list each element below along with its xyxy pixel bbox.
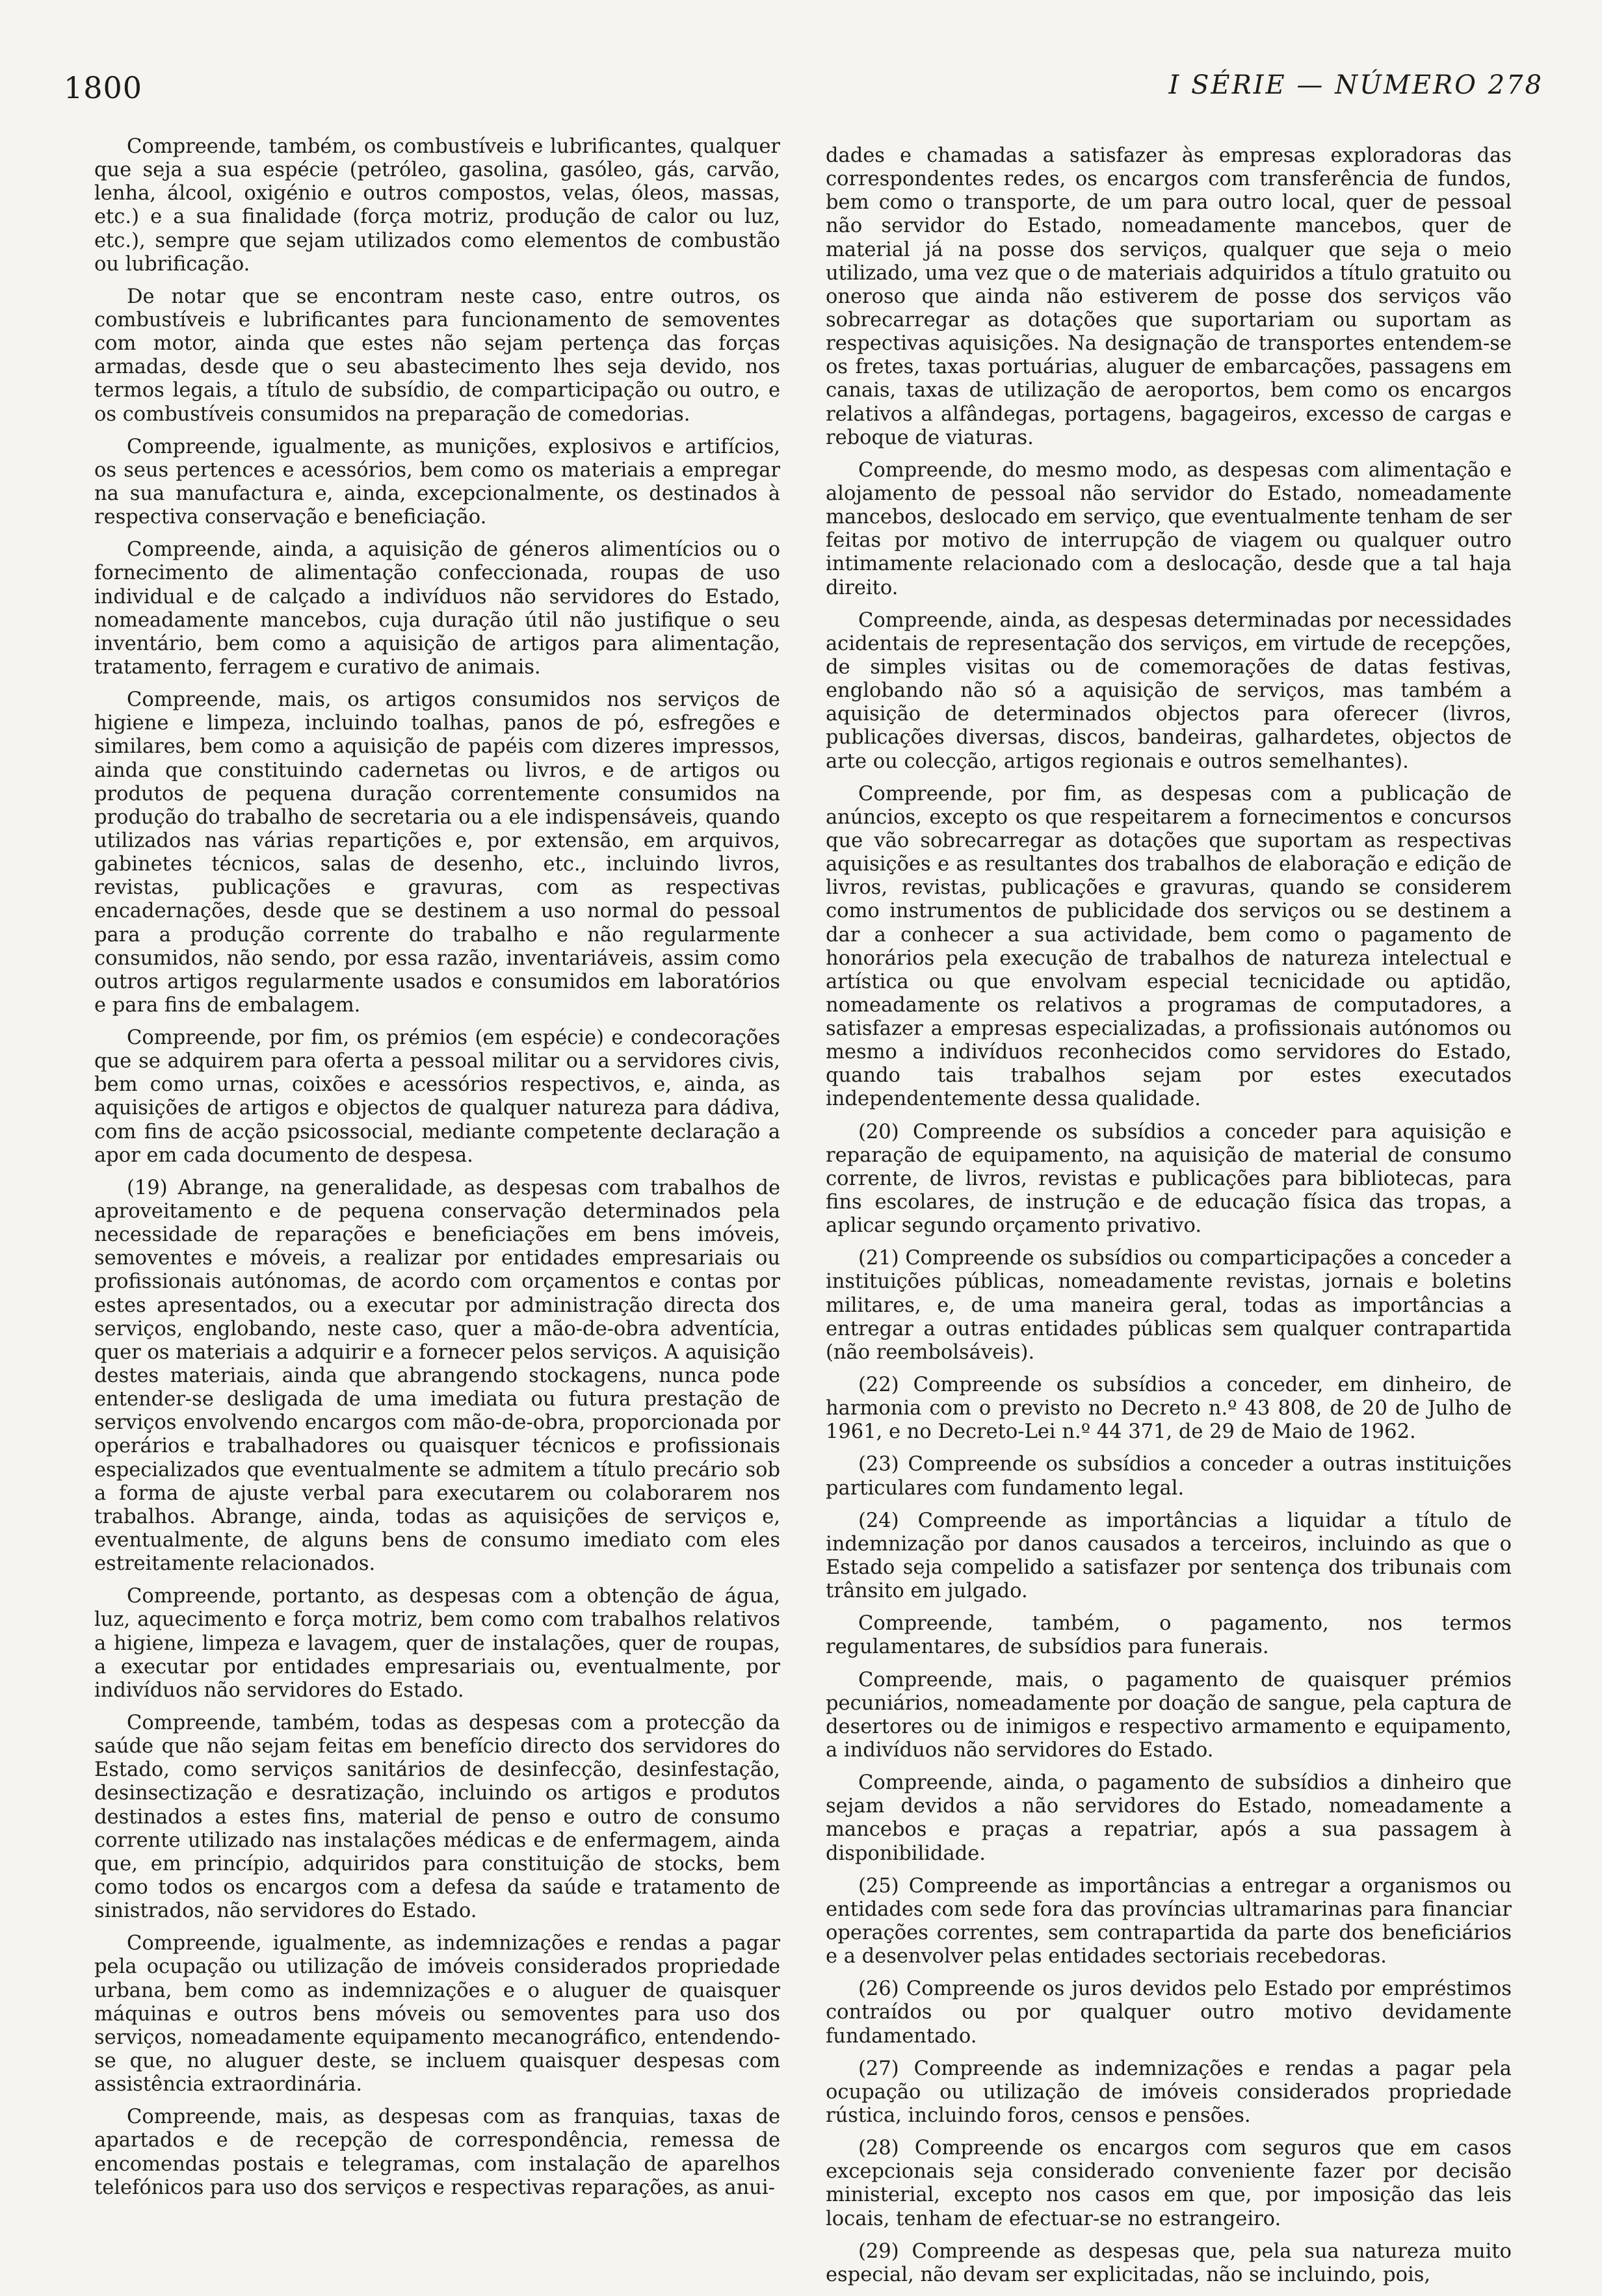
- paragraph: (22) Compreende os subsídios a conceder, em dinheiro, de harmonia com o previsto no Decreto n.º 43 808, de 20 de Julho de 1961, e no Decreto-Lei n.º 44 371, de 29 de Maio de 1962.: [826, 1374, 1512, 1444]
- paragraph: Compreende, do mesmo modo, as despesas com alimentação e alojamento de pessoal não servidor do Estado, nomeadamente mancebos, deslocado em serviço, que eventualmente tenham de ser feitas por motivo de interrupção de viagem ou qualquer outro intimamente relacionado com a deslocação, desde que a tal haja direito.: [826, 458, 1512, 599]
- series-header: I SÉRIE — NÚMERO 278: [1168, 70, 1543, 100]
- paragraph: De notar que se encontram neste caso, entre outros, os combustíveis e lubrificantes para funcionamento de semoventes com motor, ainda que estes não sejam pertença das forças armadas, desde que o seu abastecimento lhes seja devido, nos termos legais, a título de subsídio, de comparticipação ou outro, e os combustíveis consumidos na preparação de comedorias.: [94, 285, 780, 426]
- paragraph: (24) Compreende as importâncias a liquidar a título de indemnização por danos causados a terceiros, incluindo as que o Estado seja compelido a satisfazer por sentença dos tribunais com trânsito em julgado.: [826, 1509, 1512, 1603]
- paragraph: (28) Compreende os encargos com seguros que em casos excepcionais seja considerado conveniente fazer por decisão ministerial, excepto nos casos em que, por imposição das leis locais, tenham de efectuar-se no estrangeiro.: [826, 2137, 1512, 2230]
- paragraph: (21) Compreende os subsídios ou comparticipações a conceder a instituições públicas, nomeadamente revistas, jornais e boletins militares, e, de uma maneira geral, todas as importâncias a entregar a outras entidades públicas sem qualquer contrapartida (não reembolsáveis).: [826, 1247, 1512, 1364]
- paragraph: (25) Compreende as importâncias a entregar a organismos ou entidades com sede fora das províncias ultramarinas para financiar operações correntes, sem contrapartida da parte dos beneficiários e a desenvolver pelas entidades sectoriais recebedoras.: [826, 1874, 1512, 1968]
- paragraph: Compreende, por fim, os prémios (em espécie) e condecorações que se adquirem para oferta a pessoal militar ou a servidores civis, bem como urnas, coixões e acessórios respectivos, e, ainda, as aquisições de artigos e objectos de qualquer natureza para dádiva, com fins de acção psicossocial, mediante competente declaração a apor em cada documento de despesa.: [94, 1026, 780, 1167]
- paragraph: Compreende, igualmente, as indemnizações e rendas a pagar pela ocupação ou utilização de imóveis considerados propriedade urbana, bem como as indemnizações e o aluguer de quaisquer máquinas e outros bens móveis ou semoventes para uso dos serviços, nomeadamente equipamento mecanográfico, entendendo-se que, no aluguer deste, se incluem quaisquer despesas com assistência extraordinária.: [94, 1932, 780, 2096]
- paragraph: Compreende, igualmente, as munições, explosivos e artifícios, os seus pertences e acessórios, bem como os materiais a empregar na sua manufactura e, ainda, excepcionalmente, os destinados à respectiva conservação e beneficiação.: [94, 435, 780, 529]
- paragraph: Compreende, mais, as despesas com as franquias, taxas de apartados e de recepção de correspondência, remessa de encomendas postais e telegramas, com instalação de aparelhos telefónicos para uso dos serviços e respectivas reparações, as anui-: [94, 2106, 780, 2199]
- paragraph: Compreende, ainda, o pagamento de subsídios a dinheiro que sejam devidos a não servidores do Estado, nomeadamente a mancebos e praças a repatriar, após a sua passagem à disponibilidade.: [826, 1771, 1512, 1865]
- paragraph: dades e chamadas a satisfazer às empresas exploradoras das correspondentes redes, os encargos com transferência de fundos, bem como o transporte, de um para outro local, quer de pessoal não servidor do Estado, nomeadamente mancebos, quer de material já na posse dos serviços, qualquer que seja o meio utilizado, uma vez que o de materiais adquiridos a título gratuito ou oneroso que ainda não estiverem de posse dos serviços vão sobrecarregar as dotações que suportariam ou suportam as respectivas aquisições. Na designação de transportes entendem-se os fretes, taxas portuárias, aluguer de embarcações, passagens em canais, taxas de utilização de aeroportos, bem como os encargos relativos a alfândegas, portagens, bagageiros, excesso de cargas e reboque de viaturas.: [826, 144, 1512, 449]
- paragraph: Compreende, também, os combustíveis e lubrificantes, qualquer que seja a sua espécie (petróleo, gasolina, gasóleo, gás, carvão, lenha, álcool, oxigénio e outros compostos, velas, óleos, massas, etc.) e a sua finalidade (força motriz, produção de calor ou luz, etc.), sempre que sejam utilizados como elementos de combustão ou lubrificação.: [94, 135, 780, 276]
- paragraph: (19) Abrange, na generalidade, as despesas com trabalhos de aproveitamento e de pequena conservação determinados pela necessidade de reparações e beneficiações em bens imóveis, semoventes e móveis, a realizar por entidades empresariais ou profissionais autónomas, de acordo com orçamentos e contas por estes apresentados, ou a executar por administração directa dos serviços, englobando, neste caso, quer a mão-de-obra adventícia, quer os materiais a adquirir e a fornecer pelos serviços. A aquisição destes materiais, ainda que abrangendo stockagens, nunca pode entender-se desligada de uma imediata ou futura prestação de serviços envolvendo encargos com mão-de-obra, proporcionada por operários e trabalhadores ou quaisquer técnicos e profissionais especializados que eventualmente se admitem a título precário sob a forma de ajuste verbal para executarem ou colaborarem nos trabalhos. Abrange, ainda, todas as aquisições de serviços e, eventualmente, de alguns bens de consumo imediato com eles estreitamente relacionados.: [94, 1176, 780, 1576]
- left-column: [94, 135, 780, 2209]
- paragraph: (23) Compreende os subsídios a conceder a outras instituições particulares com fundamento legal.: [826, 1453, 1512, 1500]
- paragraph: Compreende, mais, o pagamento de quaisquer prémios pecuniários, nomeadamente por doação de sangue, pela captura de desertores ou de inimigos e respectivo armamento e equipamento, a indivíduos não servidores do Estado.: [826, 1668, 1512, 1762]
- paragraph: (26) Compreende os juros devidos pelo Estado por empréstimos contraídos ou por qualquer outro motivo devidamente fundamentado.: [826, 1977, 1512, 2048]
- paragraph: Compreende, mais, os artigos consumidos nos serviços de higiene e limpeza, incluindo toalhas, panos de pó, esfregões e similares, bem como a aquisição de papéis com dizeres impressos, ainda que constituindo cadernetas ou livros, e de artigos ou produtos de pequena duração correntemente consumidos na produção do trabalho de secretaria ou a ele indispensáveis, quando utilizados nas várias repartições e, por extensão, em arquivos, gabinetes técnicos, salas de desenho, etc., incluindo livros, revistas, publicações e gravuras, com as respectivas encadernações, desde que se destinem a uso normal do pessoal para a produção corrente do trabalho e não regularmente consumidos, não sendo, por essa razão, inventariáveis, assim como outros artigos regularmente usados e consumidos em laboratórios e para fins de embalagem.: [94, 688, 780, 1017]
- paragraph: (20) Compreende os subsídios a conceder para aquisição e reparação de equipamento, na aquisição de material de consumo corrente, de livros, revistas e publicações para bibliotecas, para fins escolares, de instrução e de educação física das tropas, a aplicar segundo orçamento privativo.: [826, 1120, 1512, 1238]
- paragraph: (27) Compreende as indemnizações e rendas a pagar pela ocupação ou utilização de imóveis considerados propriedade rústica, incluindo foros, censos e pensões.: [826, 2057, 1512, 2127]
- page-number: 1800: [64, 70, 143, 105]
- paragraph: Compreende, ainda, as despesas determinadas por necessidades acidentais de representação dos serviços, em virtude de recepções, de simples visitas ou de comemorações de datas festivas, englobando não só a aquisição de serviços, mas também a aquisição de determinados objectos para oferecer (livros, publicações diversas, discos, bandeiras, galhardetes, objectos de arte ou colecção, artigos regionais e outros semelhantes).: [826, 608, 1512, 773]
- paragraph: Compreende, também, o pagamento, nos termos regulamentares, de subsídios para funerais.: [826, 1612, 1512, 1659]
- paragraph: Compreende, por fim, as despesas com a publicação de anúncios, excepto os que respeitarem a fornecimentos e concursos que vão sobrecarregar as dotações que suportam as respectivas aquisições e as resultantes dos trabalhos de elaboração e edição de livros, revistas, publicações e gravuras, quando se considerem como instrumentos de publicidade dos serviços ou se destinem a dar a conhecer a sua actividade, bem como o pagamento de honorários pela execução de trabalhos de natureza intelectual e artística ou que envolvam especial tecnicidade ou aptidão, nomeadamente os relativos a programas de computadores, a satisfazer a empresas especializadas, a profissionais autónomos ou mesmo a indivíduos reconhecidos como servidores do Estado, quando tais trabalhos sejam por estes executados independentemente dessa qualidade.: [826, 782, 1512, 1111]
- paragraph: Compreende, portanto, as despesas com a obtenção de água, luz, aquecimento e força motriz, bem como com trabalhos relativos a higiene, limpeza e lavagem, quer de instalações, quer de roupas, a executar por entidades empresariais ou, eventualmente, por indivíduos não servidores do Estado.: [94, 1585, 780, 1702]
- paragraph: (29) Compreende as despesas que, pela sua natureza muito especial, não devam ser explicitadas, não se incluindo, pois,: [826, 2239, 1512, 2286]
- paragraph: Compreende, ainda, a aquisição de géneros alimentícios ou o fornecimento de alimentação confeccionada, roupas de uso individual e de calçado a indivíduos não servidores do Estado, nomeadamente mancebos, cuja duração útil não justifique o seu inventário, bem como a aquisição de artigos para alimentação, tratamento, ferragem e curativo de animais.: [94, 538, 780, 679]
- right-column: [826, 144, 1512, 2296]
- paragraph: Compreende, também, todas as despesas com a protecção da saúde que não sejam feitas em benefício directo dos servidores do Estado, como serviços sanitários de desinfecção, desinfestação, desinsectização e desratização, incluindo os artigos e produtos destinados a estes fins, material de penso e outro de consumo corrente utilizado nas instalações médicas e de enfermagem, ainda que, em princípio, adquiridos para constituição de stocks, bem como todos os encargos com a defesa da saúde e tratamento de sinistrados, não servidores do Estado.: [94, 1712, 780, 1923]
